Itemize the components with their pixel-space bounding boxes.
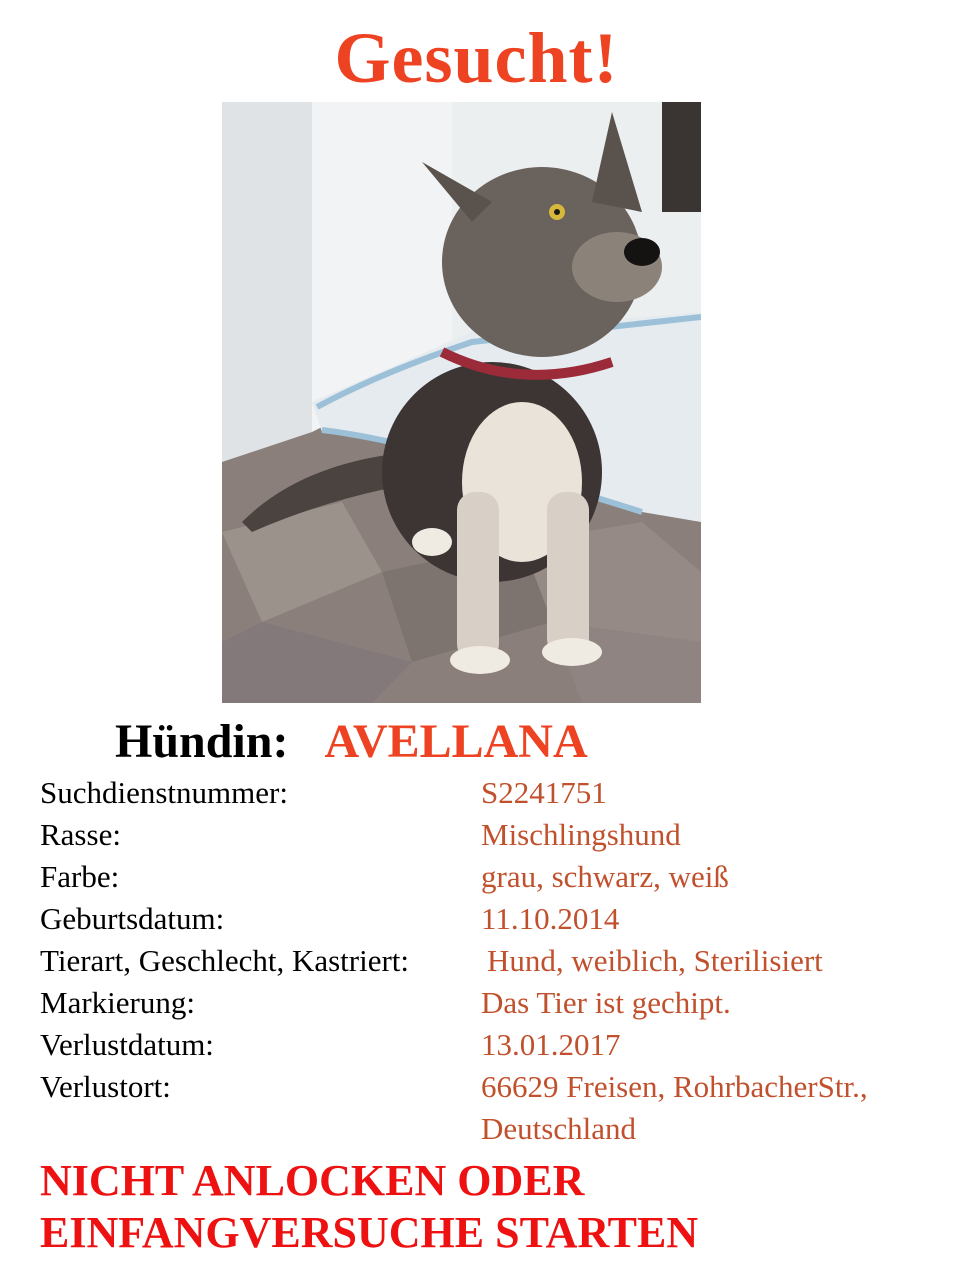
detail-key: Verlustdatum:: [40, 1027, 214, 1062]
warning-line: NICHT ANLOCKEN ODER: [40, 1156, 585, 1205]
detail-value: Das Tier ist gechipt.: [481, 985, 731, 1020]
detail-value: grau, schwarz, weiß: [481, 859, 729, 894]
detail-row-verlustort: [40, 1066, 940, 1150]
detail-value-line: Deutschland: [481, 1111, 636, 1146]
detail-row-tierart: [40, 940, 940, 982]
detail-value: 13.01.2017: [481, 1027, 621, 1062]
detail-key: Rasse:: [40, 817, 121, 852]
warning-line: EINFANGVERSUCHE STARTEN: [40, 1208, 699, 1257]
detail-key: Geburtsdatum:: [40, 901, 225, 936]
detail-row-suchdienstnummer: [40, 772, 940, 814]
dog-name-row: [115, 712, 588, 772]
detail-key: Suchdienstnummer:: [40, 775, 288, 810]
detail-value: S2241751: [481, 775, 607, 810]
name-label: Hündin:: [115, 715, 289, 768]
dog-photo: [222, 102, 701, 703]
detail-row-geburtsdatum: [40, 898, 940, 940]
detail-key: Verlustort:: [40, 1069, 171, 1104]
detail-value: Hund, weiblich, Sterilisiert: [487, 943, 823, 978]
detail-key: Markierung:: [40, 985, 195, 1020]
detail-value: Mischlingshund: [481, 817, 681, 852]
detail-value: 11.10.2014: [481, 901, 620, 936]
dog-photo-illustration: [222, 102, 701, 703]
details-table: [40, 772, 940, 1150]
detail-row-rasse: [40, 814, 940, 856]
detail-row-markierung: [40, 982, 940, 1024]
poster-title: Gesucht!: [334, 18, 619, 98]
detail-value: [481, 1066, 868, 1150]
dog-name: AVELLANA: [324, 715, 588, 768]
detail-key: Farbe:: [40, 859, 120, 894]
detail-value-line: 66629 Freisen, RohrbacherStr.,: [481, 1069, 868, 1104]
detail-row-farbe: [40, 856, 940, 898]
warning-notice: [40, 1155, 698, 1259]
detail-key: Tierart, Geschlecht, Kastriert:: [40, 943, 410, 978]
detail-row-verlustdatum: [40, 1024, 940, 1066]
